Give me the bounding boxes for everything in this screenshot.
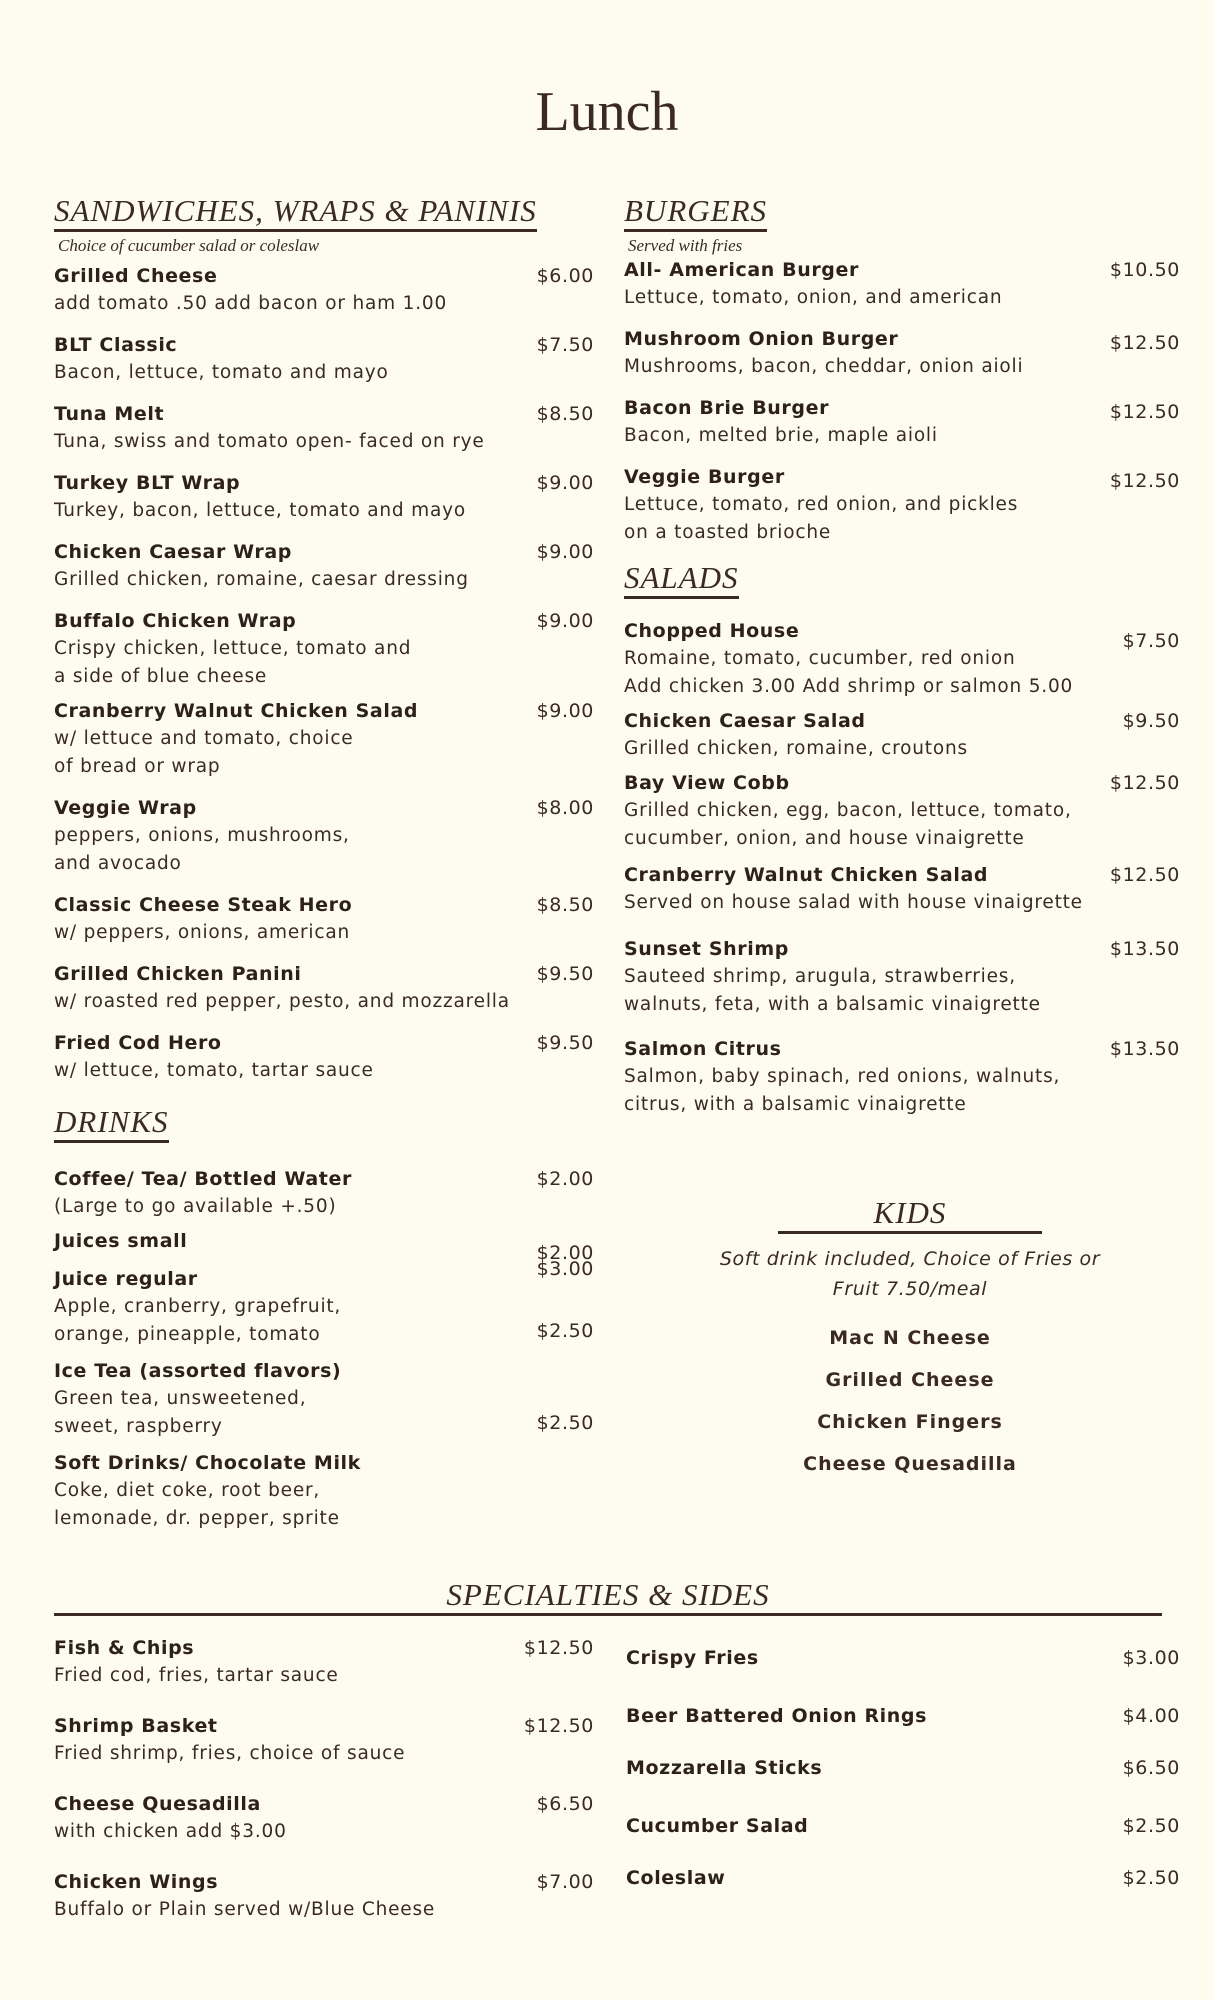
menu-item-name: Fried Cod Hero [54, 1032, 222, 1055]
kids-item: Chicken Fingers [817, 1411, 1003, 1434]
menu-item-price: $8.50 [536, 894, 594, 917]
menu-item-name: Bacon Brie Burger [624, 397, 830, 420]
menu-item-description: Served on house salad with house vinaigrette [624, 892, 1083, 914]
kids-list [700, 1324, 1120, 1478]
burgers-subheading: Served with fries [628, 236, 743, 256]
menu-item [54, 697, 594, 781]
menu-item-price: $9.50 [1122, 710, 1180, 733]
sides-list [626, 1644, 1180, 1892]
salads-list [624, 617, 1180, 1119]
kids-item: Mac N Cheese [829, 1327, 991, 1350]
menu-item [624, 325, 1180, 381]
menu-item-price: $9.00 [536, 700, 594, 723]
menu-item [624, 769, 1180, 853]
menu-item [54, 960, 594, 1016]
sandwiches-section [54, 194, 594, 1085]
menu-item-name: Fish & Chips [54, 1637, 195, 1659]
menu-item-description: Green tea, unsweetened, sweet, raspberry [54, 1388, 307, 1438]
menu-item [54, 607, 594, 691]
sandwiches-heading: SANDWICHES, WRAPS & PANINIS [54, 194, 537, 232]
menu-item [54, 331, 594, 387]
salads-section [624, 561, 1180, 1119]
menu-item-name: Chopped House [624, 620, 800, 643]
menu-item [54, 1258, 594, 1349]
kids-note: Soft drink included, Choice of Fries or Fruit 7.50/meal [719, 1248, 1101, 1301]
menu-item-description: Sauteed shrimp, arugula, strawberries, walnuts, feta, with a balsamic vinaigrette [624, 966, 1041, 1016]
menu-item-description: Fried shrimp, fries, choice of sauce [54, 1743, 406, 1764]
kids-section [700, 1196, 1120, 1478]
menu-item [624, 617, 1180, 701]
menu-item-price: $9.00 [536, 610, 594, 633]
menu-item-price: $12.50 [1109, 332, 1180, 355]
side-item-price: $2.50 [1122, 1867, 1180, 1889]
menu-item-description: Romaine, tomato, cucumber, red onion Add chicken 3.00 Add shrimp or salmon 5.00 [624, 648, 1074, 698]
menu-item-description: Lettuce, tomato, red onion, and pickles on a toasted brioche [624, 494, 1019, 544]
right-column [624, 194, 1180, 1119]
menu-item [624, 935, 1180, 1019]
menu-item-name: Buffalo Chicken Wrap [54, 610, 297, 633]
menu-item-price: $7.00 [536, 1871, 594, 1893]
menu-item-description: Lettuce, tomato, onion, and american [624, 287, 1003, 309]
specialties-list [54, 1634, 594, 1924]
menu-item [54, 794, 594, 878]
menu-item [54, 538, 594, 594]
menu-item-name: Chicken Wings [54, 1871, 219, 1893]
menu-item [624, 394, 1180, 450]
menu-item [54, 1712, 594, 1768]
menu-item-price: $6.00 [536, 265, 594, 288]
menu-item-price: $7.50 [1122, 630, 1180, 653]
menu-item-price: $13.50 [1109, 1038, 1180, 1061]
menu-item-price: $3.00 [536, 1258, 594, 1281]
menu-item-price: $12.50 [523, 1637, 594, 1659]
menu-item-description: Bacon, lettuce, tomato and mayo [54, 362, 389, 384]
menu-item-name: Mushroom Onion Burger [624, 328, 899, 351]
menu-item-name: Turkey BLT Wrap [54, 472, 241, 495]
drinks-list [54, 1165, 594, 1533]
menu-item [54, 1790, 594, 1846]
drinks-section [54, 1105, 594, 1533]
menu-item-description: Grilled chicken, egg, bacon, lettuce, tomato, cucumber, onion, and house vinaigrette [624, 800, 1072, 850]
side-item-name: Mozzarella Sticks [626, 1757, 823, 1779]
menu-item-name: Juice regular [54, 1268, 198, 1291]
menu-item-name: All- American Burger [624, 259, 859, 282]
menu-item [54, 469, 594, 525]
menu-item-description: Bacon, melted brie, maple aioli [624, 425, 938, 447]
burgers-list [624, 256, 1180, 547]
menu-item-price: $8.00 [536, 797, 594, 820]
menu-item-price: $2.50 [536, 1320, 594, 1343]
menu-item-name: BLT Classic [54, 334, 178, 357]
salads-heading: SALADS [624, 561, 739, 599]
menu-item-name: Bay View Cobb [624, 772, 790, 795]
menu-item-description: add tomato .50 add bacon or ham 1.00 [54, 293, 448, 315]
menu-item-price: $6.50 [536, 1793, 594, 1815]
side-item-name: Crispy Fries [626, 1647, 759, 1669]
menu-item-name: Coffee/ Tea/ Bottled Water [54, 1168, 352, 1191]
menu-item-name: Cheese Quesadilla [54, 1793, 261, 1815]
sandwiches-subheading: Choice of cucumber salad or coleslaw [58, 236, 320, 256]
menu-item-description: Mushrooms, bacon, cheddar, onion aioli [624, 356, 1024, 378]
menu-item-name: Grilled Cheese [54, 265, 218, 288]
menu-item-description: Coke, diet coke, root beer, lemonade, dr. pepper, sprite [54, 1480, 340, 1530]
side-item-price: $6.50 [1122, 1757, 1180, 1779]
menu-item-description: Apple, cranberry, grapefruit, orange, pineapple, tomato [54, 1296, 342, 1346]
menu-item-name: Shrimp Basket [54, 1715, 218, 1737]
menu-item-name: Salmon Citrus [624, 1038, 782, 1061]
burgers-section [624, 194, 1180, 547]
side-item-name: Cucumber Salad [626, 1815, 809, 1837]
menu-item [624, 463, 1180, 547]
menu-item-name: Cranberry Walnut Chicken Salad [54, 700, 419, 723]
kids-item: Cheese Quesadilla [803, 1453, 1017, 1476]
burgers-heading: BURGERS [624, 194, 767, 232]
menu-item-description: w/ lettuce, tomato, tartar sauce [54, 1060, 374, 1082]
side-item-name: Beer Battered Onion Rings [626, 1705, 928, 1727]
menu-item [54, 1634, 594, 1690]
menu-item [54, 1165, 594, 1221]
menu-item [624, 707, 1180, 763]
menu-item-price: $12.50 [1109, 470, 1180, 493]
sandwiches-list [54, 262, 594, 1085]
kids-item: Grilled Cheese [825, 1369, 995, 1392]
menu-item-description: with chicken add $3.00 [54, 1821, 287, 1842]
menu-item-price: $8.50 [536, 403, 594, 426]
menu-item-description: Buffalo or Plain served w/Blue Cheese [54, 1899, 436, 1920]
side-item [626, 1812, 1180, 1840]
side-item-price: $3.00 [1122, 1647, 1180, 1669]
menu-item-price: $12.50 [1109, 864, 1180, 887]
menu-item-description: (Large to go available +.50) [54, 1196, 337, 1218]
side-item [626, 1702, 1180, 1730]
menu-item-price: $12.50 [1109, 772, 1180, 795]
side-item [626, 1644, 1180, 1672]
menu-item-price: $2.50 [536, 1412, 594, 1435]
menu-item-price: $13.50 [1109, 938, 1180, 961]
menu-item-description: Salmon, baby spinach, red onions, walnuts, citrus, with a balsamic vinaigrette [624, 1066, 1061, 1116]
specialties-heading-row [54, 1578, 1162, 1616]
menu-item-name: Sunset Shrimp [624, 938, 789, 961]
menu-item-name: Soft Drinks/ Chocolate Milk [54, 1452, 361, 1475]
menu-item-name: Ice Tea (assorted flavors) [54, 1360, 342, 1383]
menu-item [624, 861, 1180, 917]
menu-item-name: Cranberry Walnut Chicken Salad [624, 864, 989, 887]
menu-item-name: Chicken Caesar Wrap [54, 541, 292, 564]
menu-item-name: Juices small [54, 1230, 188, 1253]
side-item-name: Coleslaw [626, 1867, 726, 1889]
menu-item [54, 262, 594, 318]
menu-item [624, 256, 1180, 312]
specialties-heading: SPECIALTIES & SIDES [446, 1577, 770, 1612]
menu-item-price: $10.50 [1109, 259, 1180, 282]
menu-item-description: Turkey, bacon, lettuce, tomato and mayo [54, 500, 466, 522]
menu-item [624, 1035, 1180, 1119]
menu-item-price: $7.50 [536, 334, 594, 357]
menu-item-description: w/ roasted red pepper, pesto, and mozzarella [54, 991, 510, 1013]
menu-item-price: $12.50 [1109, 401, 1180, 424]
side-item-price: $4.00 [1122, 1705, 1180, 1727]
menu-item-name: Classic Cheese Steak Hero [54, 894, 353, 917]
menu-item [54, 1029, 594, 1085]
menu-item [54, 1227, 594, 1265]
menu-item-description: Fried cod, fries, tartar sauce [54, 1665, 339, 1686]
menu-item [54, 891, 594, 947]
menu-item-description: w/ peppers, onions, american [54, 922, 350, 944]
menu-item-name: Tuna Melt [54, 403, 165, 426]
left-column [54, 194, 594, 1533]
page-title: Lunch [535, 81, 679, 143]
menu-item-name: Grilled Chicken Panini [54, 963, 302, 986]
kids-heading: KIDS [778, 1196, 1043, 1234]
menu-item-description: Crispy chicken, lettuce, tomato and a side of blue cheese [54, 638, 412, 688]
side-item [626, 1864, 1180, 1892]
menu-item-name: Veggie Burger [624, 466, 785, 489]
menu-item-price: $9.00 [536, 541, 594, 564]
side-item-price: $2.50 [1122, 1815, 1180, 1837]
side-item [626, 1754, 1180, 1782]
menu-item-price: $2.00 [536, 1242, 594, 1265]
menu-item-description: Grilled chicken, romaine, caesar dressing [54, 569, 469, 591]
drinks-heading: DRINKS [54, 1105, 169, 1143]
menu-item-price: $9.50 [536, 963, 594, 986]
menu-item-name: Chicken Caesar Salad [624, 710, 866, 733]
menu-item-price: $9.50 [536, 1032, 594, 1055]
menu-item-description: Tuna, swiss and tomato open- faced on rye [54, 431, 485, 453]
menu-item-description: peppers, onions, mushrooms, and avocado [54, 825, 350, 875]
menu-item [54, 400, 594, 456]
menu-item-description: w/ lettuce and tomato, choice of bread or wrap [54, 728, 354, 778]
menu-item-price: $2.00 [536, 1168, 594, 1191]
menu-item-name: Veggie Wrap [54, 797, 197, 820]
menu-item-description: Grilled chicken, romaine, croutons [624, 738, 968, 760]
menu-item-price: $12.50 [523, 1715, 594, 1737]
menu-item [54, 1868, 594, 1924]
menu-item-price: $9.00 [536, 472, 594, 495]
